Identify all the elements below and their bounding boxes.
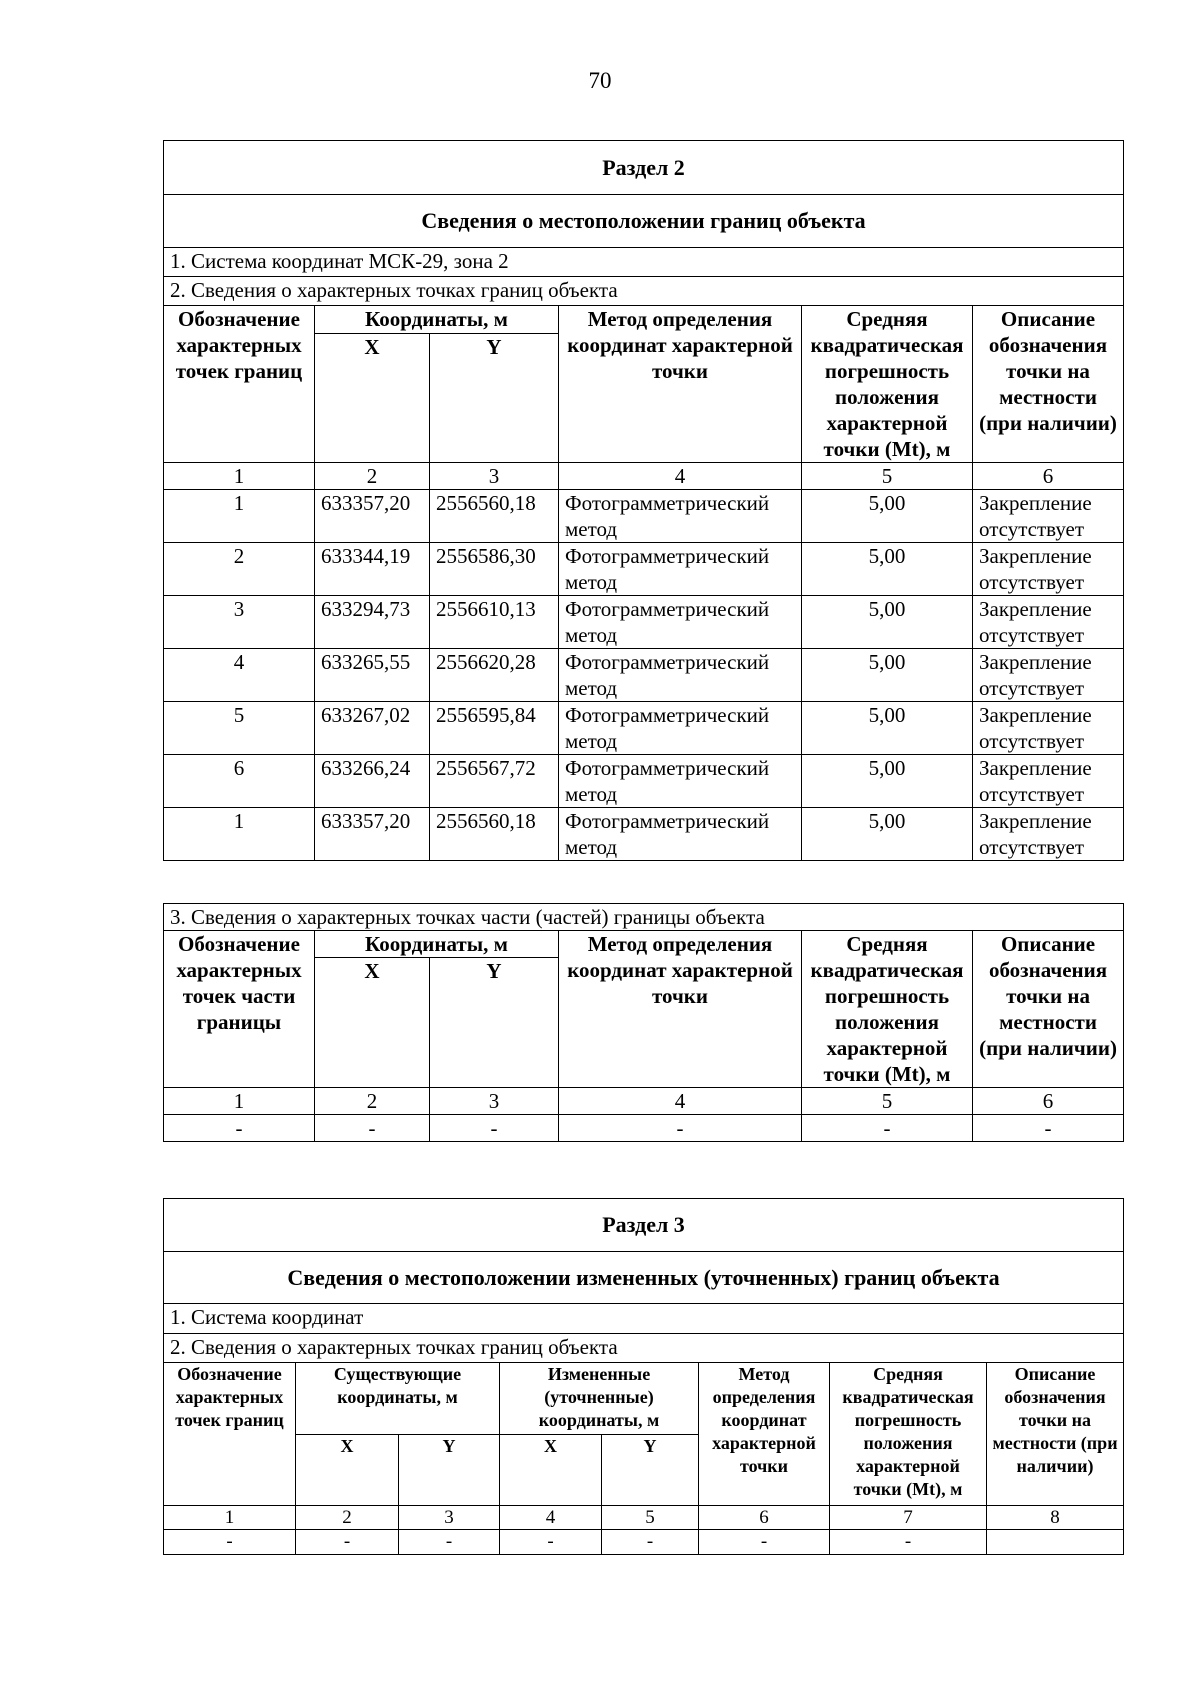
coord-system: 1. Система координат [164, 1304, 1124, 1334]
coord-x: 633357,20 [315, 490, 430, 543]
header-error: Средняя квадратическая погрешность положения характерной точки (Mt), м [802, 306, 973, 463]
point-number: 1 [164, 808, 315, 861]
coord-x: 633294,73 [315, 596, 430, 649]
coord-y: 2556567,72 [430, 755, 559, 808]
mt-value: 5,00 [802, 490, 973, 543]
point-number: 5 [164, 702, 315, 755]
empty-cell: - [602, 1530, 699, 1555]
method: Фотограмметрический метод [559, 490, 802, 543]
point-number: 3 [164, 596, 315, 649]
empty-cell: - [399, 1530, 500, 1555]
header-y-existing: Y [399, 1435, 500, 1506]
coord-x: 633267,02 [315, 702, 430, 755]
col-number: 3 [399, 1506, 500, 1530]
col-number: 2 [315, 463, 430, 490]
header-description: Описание обозначения точки на местности (при наличии) [973, 931, 1124, 1088]
table-row [164, 702, 1124, 755]
col-number: 3 [430, 463, 559, 490]
empty-cell: - [973, 1115, 1124, 1142]
parts-caption: 3. Сведения о характерных точках части (частей) границы объекта [164, 904, 1124, 931]
mt-value: 5,00 [802, 543, 973, 596]
header-y: Y [430, 333, 559, 462]
section2-title: Раздел 2 [164, 141, 1124, 195]
coord-y: 2556560,18 [430, 490, 559, 543]
header-designation: Обозначение характерных точек части границы [164, 931, 315, 1088]
page-number: 70 [588, 68, 612, 93]
empty-cell: - [802, 1115, 973, 1142]
description: Закрепление отсутствует [973, 755, 1124, 808]
coord-y: 2556610,13 [430, 596, 559, 649]
col-number: 6 [973, 1088, 1124, 1115]
table-row [164, 649, 1124, 702]
header-description: Описание обозначения точки на местности (при наличии) [987, 1363, 1124, 1506]
header-x: X [315, 958, 430, 1088]
coord-y: 2556586,30 [430, 543, 559, 596]
description: Закрепление отсутствует [973, 543, 1124, 596]
empty-cell: - [164, 1530, 296, 1555]
method: Фотограмметрический метод [559, 755, 802, 808]
col-number: 4 [559, 463, 802, 490]
header-designation: Обозначение характерных точек границ [164, 1363, 296, 1506]
table-row [164, 755, 1124, 808]
coord-x: 633265,55 [315, 649, 430, 702]
header-method: Метод определения координат характерной точки [559, 931, 802, 1088]
col-number: 6 [699, 1506, 830, 1530]
points-caption: 2. Сведения о характерных точках границ объекта [164, 277, 1124, 306]
empty-cell: - [315, 1115, 430, 1142]
description: Закрепление отсутствует [973, 649, 1124, 702]
col-number: 4 [559, 1088, 802, 1115]
description: Закрепление отсутствует [973, 808, 1124, 861]
coord-y: 2556620,28 [430, 649, 559, 702]
col-number: 8 [987, 1506, 1124, 1530]
empty-cell: - [699, 1530, 830, 1555]
header-y-changed: Y [602, 1435, 699, 1506]
header-error: Средняя квадратическая погрешность положения характерной точки (Mt), м [802, 931, 973, 1088]
description: Закрепление отсутствует [973, 596, 1124, 649]
header-y: Y [430, 958, 559, 1088]
col-number: 5 [802, 463, 973, 490]
header-coordinates: Координаты, м [315, 306, 559, 334]
mt-value: 5,00 [802, 649, 973, 702]
point-number: 4 [164, 649, 315, 702]
header-coordinates: Координаты, м [315, 931, 559, 958]
method: Фотограмметрический метод [559, 702, 802, 755]
coord-y: 2556560,18 [430, 808, 559, 861]
mt-value: 5,00 [802, 702, 973, 755]
empty-cell [987, 1530, 1124, 1555]
table-row [164, 596, 1124, 649]
empty-cell: - [830, 1530, 987, 1555]
col-number: 7 [830, 1506, 987, 1530]
col-number: 1 [164, 1506, 296, 1530]
header-x-changed: X [500, 1435, 602, 1506]
coord-y: 2556595,84 [430, 702, 559, 755]
col-number: 3 [430, 1088, 559, 1115]
mt-value: 5,00 [802, 808, 973, 861]
col-number: 6 [973, 463, 1124, 490]
col-number: 4 [500, 1506, 602, 1530]
table-row [164, 1530, 1124, 1555]
coord-system: 1. Система координат МСК-29, зона 2 [164, 248, 1124, 277]
header-x-existing: X [296, 1435, 399, 1506]
col-number: 2 [315, 1088, 430, 1115]
col-number: 1 [164, 1088, 315, 1115]
empty-cell: - [430, 1115, 559, 1142]
table-row [164, 808, 1124, 861]
empty-cell: - [500, 1530, 602, 1555]
section3-subtitle: Сведения о местоположении измененных (уточненных) границ объекта [164, 1252, 1124, 1304]
header-method: Метод определения координат характерной точки [699, 1363, 830, 1506]
header-method: Метод определения координат характерной точки [559, 306, 802, 463]
point-number: 1 [164, 490, 315, 543]
header-description: Описание обозначения точки на местности (при наличии) [973, 306, 1124, 463]
mt-value: 5,00 [802, 755, 973, 808]
coord-x: 633344,19 [315, 543, 430, 596]
table-row [164, 1115, 1124, 1142]
header-existing-coords: Существующие координаты, м [296, 1363, 500, 1435]
section2-table [163, 140, 1124, 861]
method: Фотограмметрический метод [559, 543, 802, 596]
header-error: Средняя квадратическая погрешность положения характерной точки (Mt), м [830, 1363, 987, 1506]
empty-cell: - [164, 1115, 315, 1142]
empty-cell: - [296, 1530, 399, 1555]
description: Закрепление отсутствует [973, 702, 1124, 755]
section3-title: Раздел 3 [164, 1199, 1124, 1252]
table-row [164, 490, 1124, 543]
point-number: 2 [164, 543, 315, 596]
coord-x: 633357,20 [315, 808, 430, 861]
points-caption: 2. Сведения о характерных точках границ объекта [164, 1334, 1124, 1363]
point-number: 6 [164, 755, 315, 808]
col-number: 5 [602, 1506, 699, 1530]
method: Фотограмметрический метод [559, 808, 802, 861]
method: Фотограмметрический метод [559, 596, 802, 649]
empty-cell: - [559, 1115, 802, 1142]
section2-subtitle: Сведения о местоположении границ объекта [164, 195, 1124, 248]
header-x: X [315, 333, 430, 462]
table-row [164, 543, 1124, 596]
section3-table [163, 1198, 1124, 1555]
col-number: 2 [296, 1506, 399, 1530]
mt-value: 5,00 [802, 596, 973, 649]
header-changed-coords: Измененные (уточненные) координаты, м [500, 1363, 699, 1435]
col-number: 1 [164, 463, 315, 490]
header-designation: Обозначение характерных точек границ [164, 306, 315, 463]
description: Закрепление отсутствует [973, 490, 1124, 543]
parts-table [163, 903, 1124, 1142]
col-number: 5 [802, 1088, 973, 1115]
coord-x: 633266,24 [315, 755, 430, 808]
method: Фотограмметрический метод [559, 649, 802, 702]
